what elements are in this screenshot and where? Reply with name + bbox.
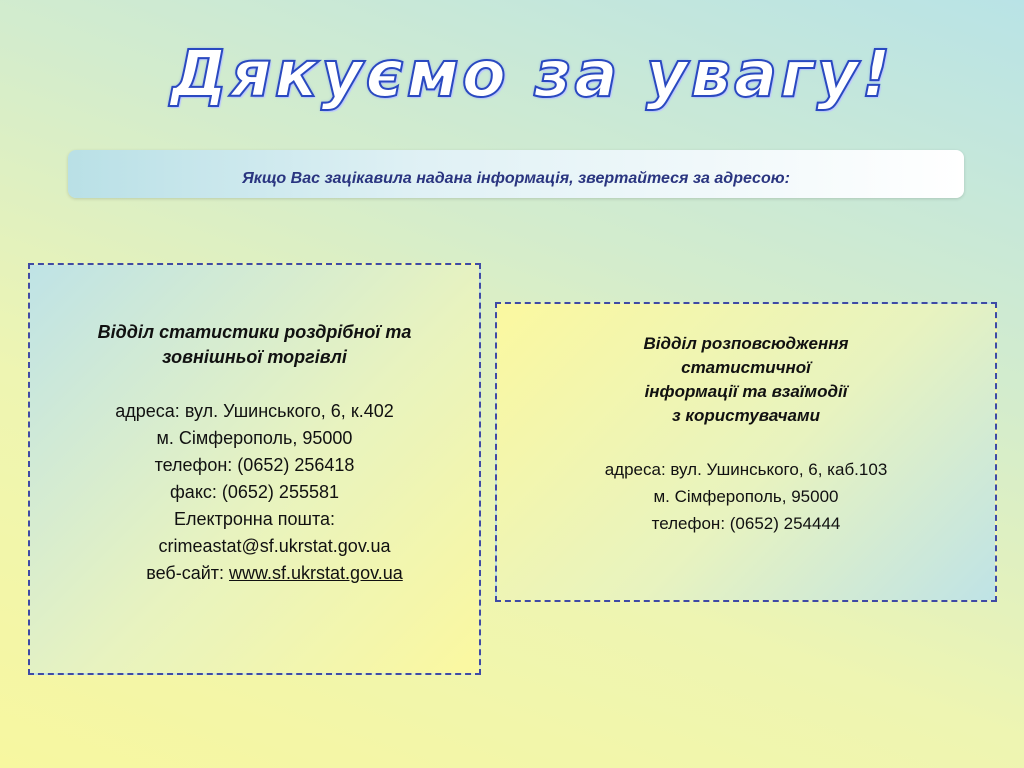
city: м. Сімферополь, 95000 <box>156 428 353 448</box>
phone: телефон: (0652) 254444 <box>651 514 841 533</box>
website-label: веб-сайт: <box>146 563 230 583</box>
website-row <box>30 560 479 587</box>
address: адреса: вул. Ушинського, 6, каб.103 <box>604 460 888 479</box>
department-title-line: інформації та взаїмодії <box>644 382 848 401</box>
info-banner <box>68 150 964 198</box>
contact-box-retail-trade <box>28 263 481 675</box>
phone: телефон: (0652) 256418 <box>154 455 355 475</box>
banner-text: Якщо Вас зацікавила надана інформація, звертайтеся за адресою: <box>242 170 790 187</box>
department-title-line: Відділ статистики роздрібної та <box>97 322 412 342</box>
fax: факс: (0652) 255581 <box>170 482 339 502</box>
email-label: Електронна пошта: <box>173 509 335 529</box>
city: м. Сімферополь, 95000 <box>653 487 839 506</box>
website-link[interactable]: www.sf.ukrstat.gov.ua <box>229 563 403 583</box>
address: адреса: вул. Ушинського, 6, к.402 <box>115 401 394 421</box>
contact-box-user-relations <box>495 302 997 602</box>
department-title-line: з користувачами <box>672 406 820 425</box>
department-title <box>497 332 995 428</box>
department-title-line: статистичної <box>681 358 811 377</box>
page-title: Дякуємо за увагу! <box>170 38 894 112</box>
department-title-line: зовнішньої торгівлі <box>162 347 347 367</box>
department-title-line: Відділ розповсюдження <box>643 334 849 353</box>
email: crimeastat@sf.ukrstat.gov.ua <box>158 536 391 556</box>
department-title <box>30 320 479 370</box>
